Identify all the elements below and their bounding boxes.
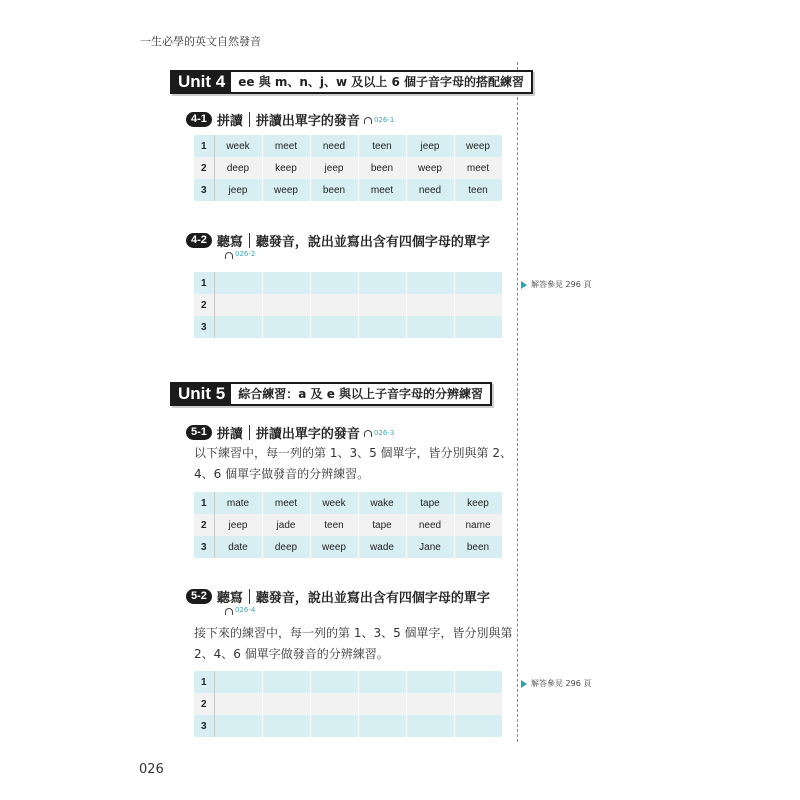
blank-cell[interactable]: [454, 272, 502, 294]
word-cell: keep: [454, 492, 502, 514]
blank-cell[interactable]: [358, 671, 406, 693]
word-cell: meet: [262, 135, 310, 157]
row-number: 3: [194, 179, 214, 201]
blank-cell[interactable]: [262, 715, 310, 737]
unit5-title: 綜合練習：a 及 e 與以上子音字母的分辨練習: [238, 387, 484, 401]
section-separator: [249, 589, 250, 604]
headphones-icon: [225, 608, 233, 615]
headphones-icon: [225, 252, 233, 259]
section-type: 拼讀: [216, 114, 243, 129]
headphones-icon: [364, 430, 372, 437]
row-number: 2: [194, 294, 214, 316]
word-cell: deep: [262, 536, 310, 558]
word-cell: teen: [310, 514, 358, 536]
section-type: 聽寫: [216, 235, 243, 250]
blank-cell[interactable]: [310, 671, 358, 693]
instruction-text-5-1: [194, 443, 514, 485]
word-cell: been: [310, 179, 358, 201]
audio-track-number: 026-3: [373, 428, 395, 437]
word-cell: jeep: [214, 179, 262, 201]
triangle-arrow-icon: [521, 281, 527, 289]
blank-cell[interactable]: [310, 715, 358, 737]
word-cell: wade: [358, 536, 406, 558]
blank-cell[interactable]: [214, 316, 262, 338]
row-number: 2: [194, 693, 214, 715]
table-row: [194, 272, 502, 294]
headphones-icon: [364, 117, 372, 124]
section-badge: 5-2: [186, 589, 212, 604]
row-number: 1: [194, 492, 214, 514]
word-cell: name: [454, 514, 502, 536]
word-cell: been: [454, 536, 502, 558]
table-row: [194, 671, 502, 693]
blank-cell[interactable]: [358, 715, 406, 737]
blank-cell[interactable]: [454, 316, 502, 338]
word-cell: mate: [214, 492, 262, 514]
blank-cell[interactable]: [358, 316, 406, 338]
section-badge: 5-1: [186, 425, 212, 440]
blank-cell[interactable]: [262, 693, 310, 715]
section-4-2-heading: [186, 231, 490, 250]
blank-cell[interactable]: [310, 693, 358, 715]
unit5-label: Unit 5: [172, 384, 231, 404]
word-cell: wake: [358, 492, 406, 514]
section-separator: [249, 425, 250, 440]
blank-cell[interactable]: [310, 272, 358, 294]
section-separator: [249, 112, 250, 127]
table-row: [194, 715, 502, 737]
section-badge: 4-1: [186, 112, 212, 127]
unit5-banner: [170, 382, 492, 406]
word-cell: deep: [214, 157, 262, 179]
word-cell: jeep: [214, 514, 262, 536]
blank-cell[interactable]: [406, 294, 454, 316]
row-number: 3: [194, 536, 214, 558]
blank-cell[interactable]: [214, 671, 262, 693]
page-number: 026: [139, 762, 164, 777]
row-number: 3: [194, 715, 214, 737]
section-title: 聽發音，說出並寫出含有四個字母的單字: [255, 591, 490, 606]
book-title: 一生必學的英文自然發音: [140, 35, 261, 48]
blank-cell[interactable]: [406, 671, 454, 693]
triangle-arrow-icon: [521, 680, 527, 688]
word-cell: need: [406, 514, 454, 536]
answer-reference[interactable]: [521, 678, 591, 689]
blank-cell[interactable]: [214, 272, 262, 294]
audio-track[interactable]: [364, 429, 394, 437]
table-row: [194, 492, 502, 514]
blank-cell[interactable]: [454, 671, 502, 693]
word-cell: tape: [358, 514, 406, 536]
table-row: [194, 157, 502, 179]
word-cell: Jane: [406, 536, 454, 558]
section-4-1-heading: [186, 110, 394, 129]
audio-track-number: 026-4: [235, 606, 256, 614]
instruction-line: 2、4、6 個單字做發音的分辨練習。: [194, 647, 389, 661]
audio-track[interactable]: [225, 606, 255, 614]
word-cell: meet: [454, 157, 502, 179]
word-table-4-1: [194, 135, 503, 201]
blank-cell[interactable]: [454, 294, 502, 316]
unit4-label: Unit 4: [172, 72, 231, 92]
section-type: 拼讀: [216, 427, 243, 442]
word-cell: week: [310, 492, 358, 514]
answer-table-5-2: [194, 671, 503, 737]
instruction-text-5-2: [194, 623, 514, 665]
table-row: [194, 135, 502, 157]
audio-track-number: 026-2: [235, 250, 256, 258]
table-row: [194, 514, 502, 536]
section-badge: 4-2: [186, 233, 212, 248]
word-cell: teen: [454, 179, 502, 201]
blank-cell[interactable]: [262, 294, 310, 316]
word-cell: keep: [262, 157, 310, 179]
blank-cell[interactable]: [214, 294, 262, 316]
word-cell: meet: [262, 492, 310, 514]
word-cell: weep: [310, 536, 358, 558]
word-cell: need: [406, 179, 454, 201]
table-row: [194, 179, 502, 201]
blank-cell[interactable]: [262, 272, 310, 294]
row-number: 2: [194, 514, 214, 536]
unit4-banner: [170, 70, 533, 94]
word-cell: week: [214, 135, 262, 157]
blank-cell[interactable]: [310, 294, 358, 316]
blank-cell[interactable]: [406, 715, 454, 737]
word-table-5-1: [194, 492, 503, 558]
answer-reference[interactable]: [521, 279, 591, 290]
section-title: 拼讀出單字的發音: [255, 427, 360, 442]
blank-cell[interactable]: [262, 316, 310, 338]
instruction-line: 接下來的練習中，每一列的第 1、3、5 個單字，皆分別與第: [194, 626, 513, 640]
blank-cell[interactable]: [406, 272, 454, 294]
word-cell: tape: [406, 492, 454, 514]
section-5-1-heading: [186, 423, 394, 442]
blank-cell[interactable]: [454, 715, 502, 737]
word-cell: weep: [454, 135, 502, 157]
word-cell: teen: [358, 135, 406, 157]
word-cell: jade: [262, 514, 310, 536]
answer-reference-text: 解答參見 296 頁: [531, 280, 592, 289]
answer-reference-text: 解答參見 296 頁: [531, 679, 592, 688]
answer-table-4-2: [194, 272, 503, 338]
word-cell: need: [310, 135, 358, 157]
instruction-line: 4、6 個單字做發音的分辨練習。: [194, 467, 370, 481]
row-number: 2: [194, 157, 214, 179]
table-row: [194, 693, 502, 715]
section-title: 聽發音，說出並寫出含有四個字母的單字: [255, 235, 490, 250]
word-cell: jeep: [406, 135, 454, 157]
table-row: [194, 316, 502, 338]
word-cell: jeep: [310, 157, 358, 179]
section-title: 拼讀出單字的發音: [255, 114, 360, 129]
blank-cell[interactable]: [310, 316, 358, 338]
audio-track[interactable]: [364, 116, 394, 124]
blank-cell[interactable]: [214, 693, 262, 715]
blank-cell[interactable]: [406, 693, 454, 715]
blank-cell[interactable]: [358, 693, 406, 715]
instruction-line: 以下練習中，每一列的第 1、3、5 個單字，皆分別與第 2、: [194, 446, 512, 460]
word-cell: date: [214, 536, 262, 558]
row-number: 3: [194, 316, 214, 338]
blank-cell[interactable]: [262, 671, 310, 693]
word-cell: weep: [262, 179, 310, 201]
row-number: 1: [194, 671, 214, 693]
word-cell: meet: [358, 179, 406, 201]
word-cell: weep: [406, 157, 454, 179]
audio-track[interactable]: [225, 250, 255, 258]
table-row: [194, 536, 502, 558]
blank-cell[interactable]: [358, 272, 406, 294]
word-cell: been: [358, 157, 406, 179]
blank-cell[interactable]: [406, 316, 454, 338]
row-number: 1: [194, 135, 214, 157]
table-row: [194, 294, 502, 316]
section-5-2-heading: [186, 587, 490, 606]
blank-cell[interactable]: [454, 693, 502, 715]
section-separator: [249, 233, 250, 248]
audio-track-number: 026-1: [373, 115, 395, 124]
row-number: 1: [194, 272, 214, 294]
unit4-title: ee 與 m、n、j、w 及以上 6 個子音字母的搭配練習: [238, 75, 524, 89]
blank-cell[interactable]: [358, 294, 406, 316]
blank-cell[interactable]: [214, 715, 262, 737]
margin-divider: [517, 62, 518, 742]
section-type: 聽寫: [216, 591, 243, 606]
